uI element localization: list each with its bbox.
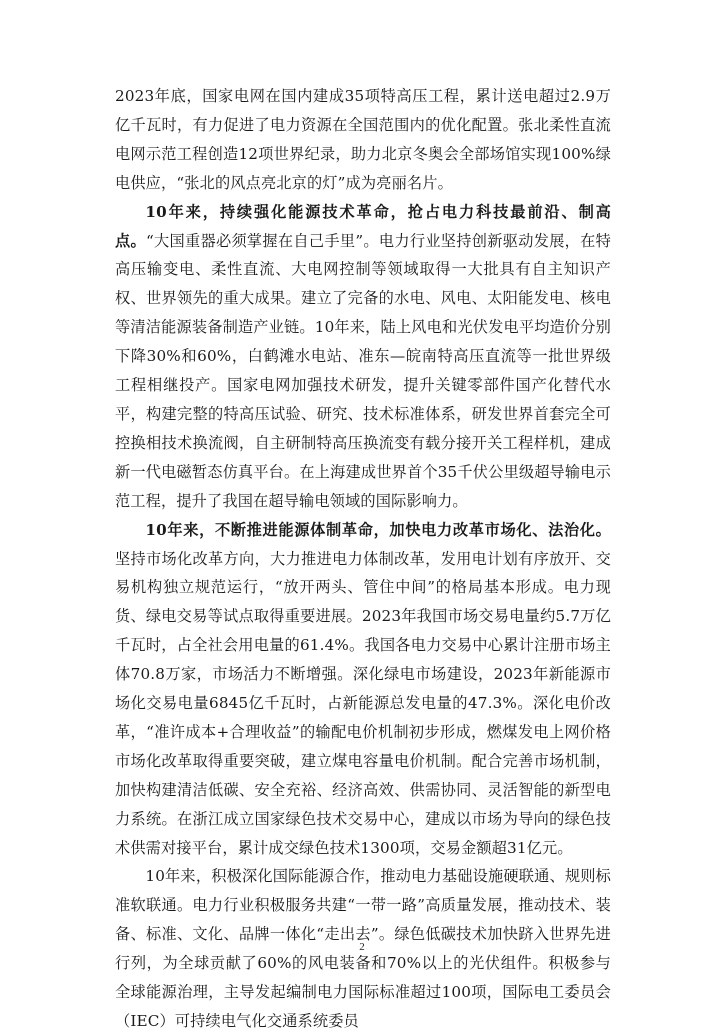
body-text — [115, 82, 611, 1036]
paragraph-2-lead: 10年来，持续强化能源技术革命，抢占电力科技最前沿、制高点。 — [115, 202, 611, 250]
paragraph-4-body: 10年来，积极深化国际能源合作，推动电力基础设施硬联通、规则标准软联通。电力行业积极服务共建“一带一路”高质量发展，推动技术、装备、标准、文化、品牌一体化“走出去”。绿色低碳技术加快跻入世界先进行列，为全球贡献了60%的风电装备和70%以上的光伏组件。积极参与全球能源治理，主导发起编制电力国际标准超过100项，国际电工委员会（IEC）可持续电气化交通系统委员 — [115, 867, 611, 1030]
paragraph-1-body: 2023年底，国家电网在国内建成35项特高压工程，累计送电超过2.9万亿千瓦时，有力促进了电力资源在全国范围内的优化配置。张北柔性直流电网示范工程创造12项世界纪录，助力北京冬奥会全部场馆实现100%绿电供应，“张北的风点亮北京的灯”成为亮丽名片。 — [115, 87, 611, 192]
page-number: 2 — [359, 941, 365, 953]
paragraph-2-body: “大国重器必须掌握在自己手里”。电力行业坚持创新驱动发展，在特高压输变电、柔性直流、大电网控制等领域取得一大批具有自主知识产权、世界领先的重大成果。建立了完备的水电、风电、太阳能发电、核电等清洁能源装备制造产业链。10年来，陆上风电和光伏发电平均造价分别下降30%和60%，白鹤滩水电站、准东—皖南特高压直流等一批世界级工程相继投产。国家电网加强技术研发，提升关键零部件国产化替代水平，构建完整的特高压试验、研究、技术标准体系，研发世界首套完全可控换相技术换流阀，自主研制特高压换流变有载分接开关工程样机，建成新一代电磁暂态仿真平台。在上海建成世界首个35千伏公里级超导输电示范工程，提升了我国在超导输电领域的国际影响力。 — [115, 231, 611, 510]
paragraph-3-body: 坚持市场化改革方向，大力推进电力体制改革，发用电计划有序放开、交易机构独立规范运行，“放开两头、管住中间”的格局基本形成。电力现货、绿电交易等试点取得重要进展。2023年我国市场交易电量约5.7万亿千瓦时，占全社会用电量的61.4%。我国各电力交易中心累计注册市场主体70.8万家，市场活力不断增强。深化绿电市场建设，2023年新能源市场化交易电量6845亿千瓦时，占新能源总发电量的47.3%。深化电价改革，“准许成本+合理收益”的输配电价机制初步形成，燃煤发电上网价格市场化改革取得重要突破，建立煤电容量电价机制。配合完善市场机制，加快构建清洁低碳、安全充裕、经济高效、供需协同、灵活智能的新型电力系统。在浙江成立国家绿色技术交易中心，建成以市场为导向的绿色技术供需对接平台，累计成交绿色技术1300项，交易金额超31亿元。 — [115, 549, 611, 857]
paragraph-2 — [115, 198, 611, 516]
paragraph-3-lead: 10年来，不断推进能源体制革命，加快电力改革市场化、法治化。 — [145, 520, 611, 539]
paragraph-1 — [115, 82, 611, 198]
paragraph-3 — [115, 516, 611, 863]
